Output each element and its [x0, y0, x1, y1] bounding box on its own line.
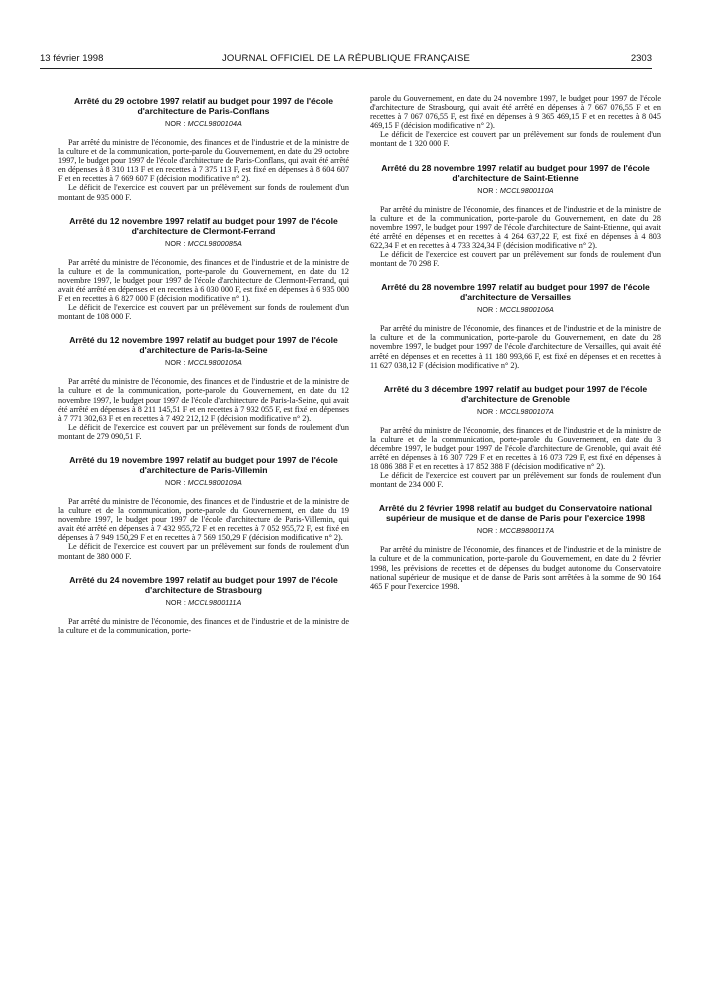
- decree-body: [58, 377, 349, 441]
- nor-label: NOR :: [165, 358, 188, 368]
- nor-reference: [370, 526, 661, 535]
- nor-code: MCCL9800107A: [499, 406, 554, 416]
- decree-article: [58, 575, 349, 635]
- decree-title: Arrêté du 24 novembre 1997 relatif au budget pour 1997 de l'école d'architecture de Strasbourg: [69, 574, 338, 595]
- decree-title: Arrêté du 29 octobre 1997 relatif au budget pour 1997 de l'école d'architecture de Paris-Conflans: [74, 96, 333, 116]
- nor-reference: [58, 239, 349, 248]
- decree-paragraph: Par arrêté du ministre de l'économie, des finances et de l'industrie et de la ministre de la culture et de la communication, porte-: [58, 616, 349, 635]
- decree-body: [370, 94, 661, 149]
- decree-article: [370, 94, 661, 149]
- decree-article: [370, 384, 661, 490]
- nor-reference: [370, 407, 661, 416]
- decree-body: [370, 324, 661, 369]
- nor-code: MCCL9800085A: [187, 238, 242, 248]
- nor-label: NOR :: [477, 185, 500, 195]
- decree-paragraph: Le déficit de l'exercice est couvert par un prélèvement sur fonds de roulement d'un montant de 935 000 F.: [58, 183, 349, 202]
- page-header: [40, 53, 652, 67]
- nor-label: NOR :: [476, 526, 500, 536]
- decree-title: Arrêté du 2 février 1998 relatif au budget du Conservatoire national supérieur de musique et de danse de Paris pour l'exercice 1998: [378, 503, 653, 524]
- decree-paragraph: Par arrêté du ministre de l'économie, des finances et de l'industrie et de la ministre de la culture et de la communication, porte-parole du Gouvernement, en date du 3 décembre 1997, le budget pour 1997 de l'école d'architecture de Grenoble, qui avait été arrêté en dépenses à 16 307 729 F et en recettes à 16 073 729 F, est fixé en dépenses à 18 086 388 F et en recettes à 17 852 388 F (décision modificative n° 2).: [370, 425, 661, 472]
- nor-code: MCCL9800105A: [187, 358, 242, 368]
- decree-paragraph: Le déficit de l'exercice est couvert par un prélèvement sur fonds de roulement d'un montant de 380 000 F.: [58, 542, 349, 561]
- nor-reference: [58, 478, 349, 487]
- nor-reference: [370, 305, 661, 314]
- decree-title: Arrêté du 3 décembre 1997 relatif au budget pour 1997 de l'école d'architecture de Grenoble: [383, 383, 648, 404]
- nor-code: MCCL9800111A: [188, 597, 242, 607]
- decree-paragraph: Par arrêté du ministre de l'économie, des finances et de l'industrie et de la ministre de la culture et de la communication, porte-parole du Gouvernement, en date du 19 novembre 1997, le budget pour 1997 de l'école d'architecture de Paris-Villemin, qui avait été arrêté en dépenses à 7 432 955,72 F et en recettes à 7 052 955,72 F, est fixé en dépenses à 7 949 150,29 F et en recettes à 7 569 150,29 F (décision modificative n° 2).: [58, 496, 349, 543]
- right-column: [370, 94, 661, 591]
- decree-body: [58, 497, 349, 561]
- decree-body: [58, 258, 349, 322]
- nor-label: NOR :: [165, 119, 188, 128]
- decree-body: [370, 205, 661, 269]
- decree-body: [370, 545, 661, 590]
- nor-code: MCCL9800110A: [499, 185, 554, 195]
- nor-code: MCCB9800117A: [499, 526, 555, 536]
- decree-article: [370, 163, 661, 269]
- decree-title: Arrêté du 28 novembre 1997 relatif au budget pour 1997 de l'école d'architecture de Versailles: [381, 282, 650, 303]
- decree-title: Arrêté du 12 novembre 1997 relatif au budget pour 1997 de l'école d'architecture de Clermont-Ferrand: [69, 215, 338, 236]
- nor-label: NOR :: [477, 406, 500, 416]
- nor-label: NOR :: [477, 305, 500, 315]
- nor-reference: [58, 598, 349, 607]
- article-gap: [370, 489, 661, 503]
- nor-code: MCCL9800106A: [499, 305, 554, 315]
- decree-paragraph: Par arrêté du ministre de l'économie, des finances et de l'industrie et de la ministre de la culture et de la communication, porte-parole du Gouvernement, en date du 12 novembre 1997, le budget pour 1997 de l'école d'architecture de Paris-la-Seine, qui avait été arrêté en dépenses à 8 211 145,51 F et en recettes à 7 932 055 F, est fixé en dépenses à 7 771 302,63 F et en recettes à 7 492 212,12 F (décision modificative n° 2).: [58, 377, 349, 423]
- article-gap: [58, 321, 349, 335]
- nor-label: NOR :: [165, 597, 189, 607]
- article-gap: [58, 561, 349, 575]
- left-column: [58, 96, 349, 635]
- header-journal-title: JOURNAL OFFICIEL DE LA RÉPUBLIQUE FRANÇAISE: [221, 53, 471, 64]
- decree-paragraph: Par arrêté du ministre de l'économie, des finances et de l'industrie et de la ministre de la culture et de la communication, porte-parole du Gouvernement, en date du 2 février 1998, les prévisions de recettes et de dépenses du budget autonome du Conservatoire national supérieur de musique et de danse de Paris sont arrêtées à la somme de 90 164 465 F pour l'exercice 1998.: [370, 545, 661, 591]
- decree-body: [58, 617, 349, 635]
- decree-paragraph: Par arrêté du ministre de l'économie, des finances et de l'industrie et de la ministre de la culture et de la communication, porte-parole du Gouvernement, en date du 12 novembre 1997, le budget pour 1997 de l'école d'architecture de Clermont-Ferrand, qui avait été arrêté en dépenses et en recettes à 6 030 000 F, est fixé en dépenses à 6 935 000 F et en recettes à 6 827 000 F (décision modificative n° 1).: [58, 257, 349, 304]
- header-page-number: 2303: [630, 53, 652, 64]
- article-gap: [58, 441, 349, 455]
- decree-article: [58, 335, 349, 441]
- nor-reference: [370, 186, 661, 195]
- decree-article: [58, 96, 349, 202]
- nor-label: NOR :: [165, 477, 188, 487]
- decree-paragraph: Le déficit de l'exercice est couvert par un prélèvement sur fonds de roulement d'un montant de 1 320 000 F.: [370, 130, 661, 149]
- decree-paragraph: Le déficit de l'exercice est couvert par un prélèvement sur fonds de roulement d'un montant de 108 000 F.: [58, 303, 349, 322]
- decree-title: Arrêté du 12 novembre 1997 relatif au budget pour 1997 de l'école d'architecture de Paris-la-Seine: [69, 335, 338, 356]
- decree-paragraph: Par arrêté du ministre de l'économie, des finances et de l'industrie et de la ministre de la culture et de la communication, porte-parole du Gouvernement, en date du 29 octobre 1997, le budget pour 1997 de l'école d'architecture de Paris-Conflans, qui avait été arrêté en dépenses à 8 310 113 F et en recettes à 7 375 113 F, est fixé en dépenses à 8 604 607 F et en recettes à 7 669 607 F (décision modificative n° 2).: [58, 138, 349, 184]
- decree-paragraph: Par arrêté du ministre de l'économie, des finances et de l'industrie et de la ministre de la culture et de la communication, porte-parole du Gouvernement, en date du 28 novembre 1997, le budget pour 1997 de l'école d'architecture de Saint-Etienne, qui avait été arrêté en dépenses et en recettes à 4 264 637,22 F, est fixé en dépenses à 4 803 622,34 F et en recettes à 4 733 324,34 F (décision modificative n° 2).: [370, 204, 661, 250]
- header-rule: [40, 68, 652, 69]
- decree-paragraph: Par arrêté du ministre de l'économie, des finances et de l'industrie et de la ministre de la culture et de la communication, porte-parole du Gouvernement, en date du 28 novembre 1997, le budget pour 1997 de l'école d'architecture de Versailles, qui avait été arrêté en dépenses et en recettes à 11 180 993,66 F, est fixé en dépenses et en recettes à 11 627 038,12 F (décision modificative n° 2).: [370, 324, 661, 370]
- decree-article: [370, 282, 661, 369]
- decree-body: [58, 138, 349, 202]
- nor-reference: [58, 119, 349, 128]
- decree-title: Arrêté du 19 novembre 1997 relatif au budget pour 1997 de l'école d'architecture de Paris-Villemin: [69, 454, 338, 475]
- decree-article: [370, 503, 661, 590]
- decree-paragraph: parole du Gouvernement, en date du 24 novembre 1997, le budget pour 1997 de l'école d'architecture de Strasbourg, qui avait été arrêté en dépenses à 7 667 076,55 F et en recettes à 7 067 076,55 F, est fixé en dépenses à 9 365 469,15 F et en recettes à 8 045 469,15 F (décision modificative n° 2).: [370, 94, 661, 131]
- decree-paragraph: Le déficit de l'exercice est couvert par un prélèvement sur fonds de roulement d'un montant de 279 090,51 F.: [58, 422, 349, 441]
- article-gap: [370, 149, 661, 163]
- article-gap: [58, 202, 349, 216]
- decree-title: Arrêté du 28 novembre 1997 relatif au budget pour 1997 de l'école d'architecture de Saint-Etienne: [381, 162, 650, 183]
- nor-code: MCCL9800109A: [187, 477, 242, 487]
- nor-code: MCCL9800104A: [187, 119, 242, 128]
- article-gap: [370, 370, 661, 384]
- decree-paragraph: Le déficit de l'exercice est couvert par un prélèvement sur fonds de roulement d'un montant de 70 298 F.: [370, 250, 661, 269]
- header-date: 13 février 1998: [40, 53, 104, 64]
- decree-article: [58, 216, 349, 322]
- decree-paragraph: Le déficit de l'exercice est couvert par un prélèvement sur fonds de roulement d'un montant de 234 000 F.: [370, 471, 661, 490]
- nor-label: NOR :: [165, 238, 188, 248]
- nor-reference: [58, 358, 349, 367]
- decree-article: [58, 455, 349, 561]
- article-gap: [370, 268, 661, 282]
- decree-body: [370, 426, 661, 490]
